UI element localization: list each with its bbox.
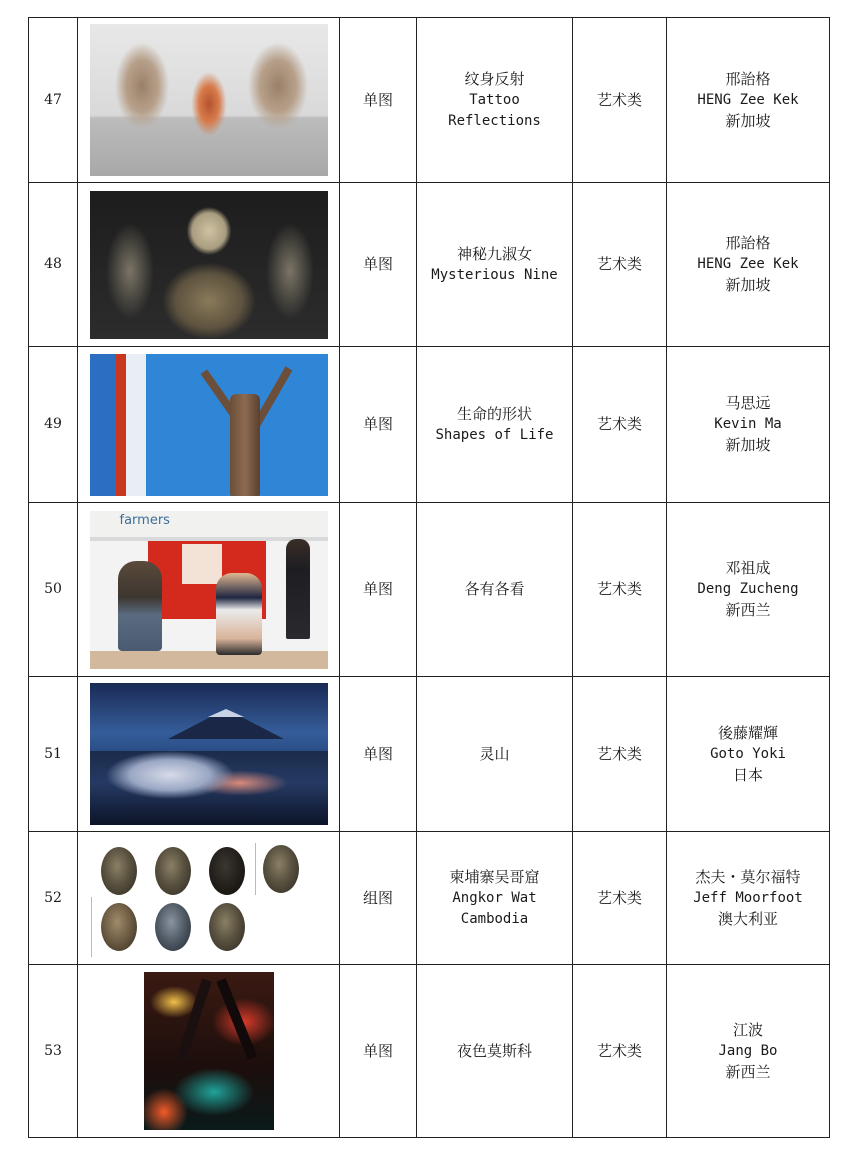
entry-type: 单图 — [340, 183, 417, 347]
standing-woman — [286, 539, 310, 639]
entry-number: 47 — [29, 18, 78, 183]
entry-title — [417, 183, 573, 347]
photo-angkor-wat-set — [89, 837, 329, 959]
title-en-line-2: Reflections — [448, 112, 541, 129]
relief-medallion — [155, 903, 191, 951]
entry-category: 艺术类 — [573, 347, 667, 503]
title-en-line-1: Shapes of Life — [435, 426, 554, 443]
photo-cell — [78, 965, 340, 1138]
author-country: 新西兰 — [725, 601, 771, 619]
entry-title — [417, 677, 573, 832]
entry-author — [667, 183, 830, 347]
title-en-line-1: Angkor Wat — [452, 889, 537, 906]
eye-poster — [182, 544, 222, 584]
entry-title — [417, 347, 573, 503]
entry-author — [667, 832, 830, 965]
photo-cell — [78, 677, 340, 832]
entry-category: 艺术类 — [573, 965, 667, 1138]
author-cn: 江波 — [732, 1020, 763, 1039]
author-country: 新加坡 — [725, 111, 771, 130]
author-country: 新西兰 — [725, 1062, 771, 1081]
author-en: Kevin Ma — [714, 416, 782, 432]
photo-spirit-mountain — [90, 683, 328, 825]
table-row — [29, 183, 830, 347]
author-en: Jeff Moorfoot — [693, 889, 803, 906]
photo-mysterious-nine — [90, 191, 328, 339]
author-en: HENG Zee Kek — [697, 91, 799, 108]
author-country: 澳大利亚 — [717, 909, 778, 928]
divider — [91, 897, 92, 957]
author-cn: 後藤耀輝 — [717, 723, 778, 742]
table-row — [29, 677, 830, 832]
table-row — [29, 832, 830, 965]
entry-type: 单图 — [340, 503, 417, 677]
walking-leg — [176, 978, 211, 1061]
entry-type: 单图 — [340, 347, 417, 503]
entry-title — [417, 503, 573, 677]
relief-medallion — [101, 903, 137, 951]
photo-cell — [78, 503, 340, 677]
mountain-snowcap — [208, 709, 244, 717]
relief-medallion — [263, 845, 299, 893]
title-cn: 生命的形状 — [456, 404, 532, 423]
entry-author — [667, 677, 830, 832]
entry-category: 艺术类 — [573, 832, 667, 965]
divider — [255, 843, 256, 895]
table-row — [29, 347, 830, 503]
photo-cell — [78, 18, 340, 183]
entry-category: 艺术类 — [573, 183, 667, 347]
entry-title — [417, 832, 573, 965]
title-cn: 夜色莫斯科 — [456, 1041, 532, 1060]
seated-girl — [216, 573, 262, 655]
table-row — [29, 503, 830, 677]
entry-number: 48 — [29, 183, 78, 347]
photo-cell — [78, 347, 340, 503]
author-en: HENG Zee Kek — [697, 256, 799, 272]
entry-number: 51 — [29, 677, 78, 832]
table-row — [29, 18, 830, 183]
entry-number: 49 — [29, 347, 78, 503]
relief-medallion — [209, 903, 245, 951]
author-cn: 马思远 — [725, 394, 771, 412]
entry-category: 艺术类 — [573, 18, 667, 183]
entry-number: 53 — [29, 965, 78, 1138]
entry-author — [667, 965, 830, 1138]
title-en-line-2: Cambodia — [460, 910, 529, 927]
author-cn: 邓祖成 — [725, 559, 771, 577]
title-cn: 纹身反射 — [464, 69, 525, 88]
entry-title — [417, 965, 573, 1138]
tree-trunk — [230, 394, 260, 496]
entry-number: 52 — [29, 832, 78, 965]
entry-title — [417, 18, 573, 183]
author-cn: 杰夫・莫尔福特 — [695, 867, 801, 886]
author-en: Goto Yoki — [710, 745, 786, 762]
author-country: 日本 — [732, 765, 763, 784]
walking-leg — [216, 978, 257, 1060]
author-en: Jang Bo — [718, 1042, 778, 1059]
entry-author — [667, 18, 830, 183]
title-cn: 灵山 — [479, 744, 510, 763]
seated-man — [118, 561, 162, 651]
photo-tattoo-reflections — [90, 24, 328, 176]
title-en-line-1: Tattoo — [469, 91, 520, 108]
entries-table — [28, 17, 830, 1138]
author-country: 新加坡 — [725, 276, 771, 294]
author-cn: 邢詒格 — [725, 69, 771, 88]
author-cn: 邢詒格 — [725, 234, 771, 252]
shop-sign: farmers — [119, 512, 170, 528]
title-cn: 柬埔寨吴哥窟 — [449, 867, 540, 886]
entry-type: 组图 — [340, 832, 417, 965]
entry-number: 50 — [29, 503, 78, 677]
photo-cell — [78, 183, 340, 347]
photo-cell — [78, 832, 340, 965]
entry-author — [667, 503, 830, 677]
entry-category: 艺术类 — [573, 503, 667, 677]
entry-type: 单图 — [340, 18, 417, 183]
title-cn: 各有各看 — [464, 580, 525, 598]
table-row — [29, 965, 830, 1138]
author-en: Deng Zucheng — [697, 581, 799, 597]
entry-type: 单图 — [340, 965, 417, 1138]
relief-medallion — [101, 847, 137, 895]
entry-author — [667, 347, 830, 503]
relief-medallion — [155, 847, 191, 895]
title-en-line-1: Mysterious Nine — [431, 266, 558, 283]
relief-medallion — [209, 847, 245, 895]
author-country: 新加坡 — [725, 436, 771, 454]
title-cn: 神秘九淑女 — [456, 244, 532, 263]
photo-each-looks — [90, 511, 328, 669]
photo-shapes-of-life — [90, 354, 328, 496]
entry-type: 单图 — [340, 677, 417, 832]
entry-category: 艺术类 — [573, 677, 667, 832]
photo-moscow-night — [144, 972, 274, 1130]
